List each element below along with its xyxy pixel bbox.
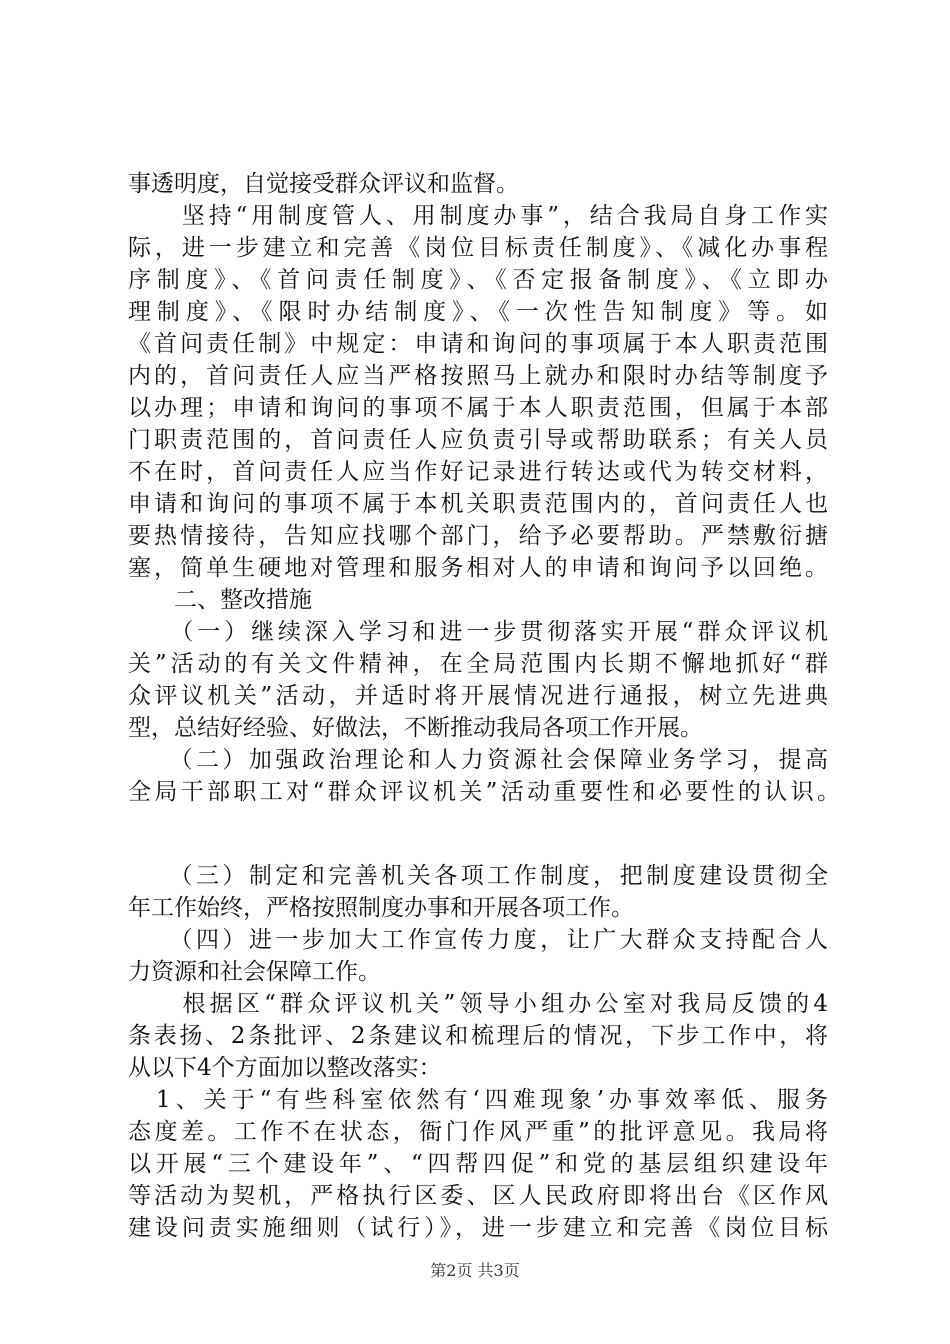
text-line: 以开展“三个建设年”、“四帮四促”和党的基层组织建设年 <box>128 1151 828 1177</box>
text-line: 态度差。工作不在状态，衙门作风严重”的批评意见。我局将 <box>128 1119 828 1145</box>
text-line: 门职责范围的，首问责任人应负责引导或帮助联系；有关人员 <box>128 427 828 453</box>
text-line: 《首问责任制》中规定：申请和询问的事项属于本人职责范围 <box>128 331 828 357</box>
text-line: 坚持“用制度管人、用制度办事”，结合我局自身工作实 <box>128 203 828 229</box>
text-line: 力资源和社会保障工作。 <box>128 959 381 985</box>
text-line: 以办理；申请和询问的事项不属于本人职责范围，但属于本部 <box>128 395 828 421</box>
text-line: 建设问责实施细则（试行）》，进一步建立和完善《岗位目标 <box>128 1215 828 1241</box>
text-line: 要热情接待，告知应找哪个部门，给予必要帮助。严禁敷衍搪 <box>128 523 828 549</box>
document-body <box>128 168 840 1244</box>
paragraph-gap <box>128 808 828 860</box>
text-line: 全局干部职工对“群众评议机关”活动重要性和必要性的认识。 <box>128 779 840 805</box>
text-line: 根据区“群众评议机关”领导小组办公室对我局反馈的4 <box>128 991 828 1017</box>
text-line: 申请和询问的事项不属于本机关职责范围内的，首问责任人也 <box>128 491 828 517</box>
text-line: （四）进一步加大工作宣传力度，让广大群众支持配合人 <box>128 927 828 953</box>
text-line: 序制度》、《首问责任制度》、《否定报备制度》、《立即办 <box>128 267 828 293</box>
text-line: 型，总结好经验、好做法，不断推动我局各项工作开展。 <box>128 715 703 741</box>
text-line: 等活动为契机，严格执行区委、区人民政府即将出台《区作风 <box>128 1183 828 1209</box>
text-line: 年工作始终，严格按照制度办事和开展各项工作。 <box>128 895 634 921</box>
text-line: 关”活动的有关文件精神，在全局范围内长期不懈地抓好“群 <box>128 651 828 677</box>
text-line: 从以下4个方面加以整改落实： <box>128 1055 442 1081</box>
page-number-footer: 第2页 共3页 <box>430 1261 520 1280</box>
text-line: 众评议机关”活动，并适时将开展情况进行通报，树立先进典 <box>128 683 828 709</box>
text-line: （二）加强政治理论和人力资源社会保障业务学习，提高 <box>128 747 828 773</box>
text-line: 塞，简单生硬地对管理和服务相对人的申请和询问予以回绝。 <box>128 555 828 581</box>
text-line: 不在时，首问责任人应当作好记录进行转达或代为转交材料， <box>128 459 828 485</box>
text-line: 际，进一步建立和完善《岗位目标责任制度》、《减化办事程 <box>128 235 828 261</box>
text-line: 1、关于“有些科室依然有‘四难现象’办事效率低、服务 <box>128 1087 828 1113</box>
text-line: 理制度》、《限时办结制度》、《一次性告知制度》等。如 <box>128 299 828 325</box>
text-line: （一）继续深入学习和进一步贯彻落实开展“群众评议机 <box>128 619 828 645</box>
text-line: 事透明度，自觉接受群众评议和监督。 <box>128 171 519 197</box>
text-line: 条表扬、2条批评、2条建议和梳理后的情况，下步工作中，将 <box>128 1023 828 1049</box>
text-line: 内的，首问责任人应当严格按照马上就办和限时办结等制度予 <box>128 363 828 389</box>
text-line: （三）制定和完善机关各项工作制度，把制度建设贯彻全 <box>128 863 828 889</box>
section-heading: 二、整改措施 <box>128 587 312 613</box>
